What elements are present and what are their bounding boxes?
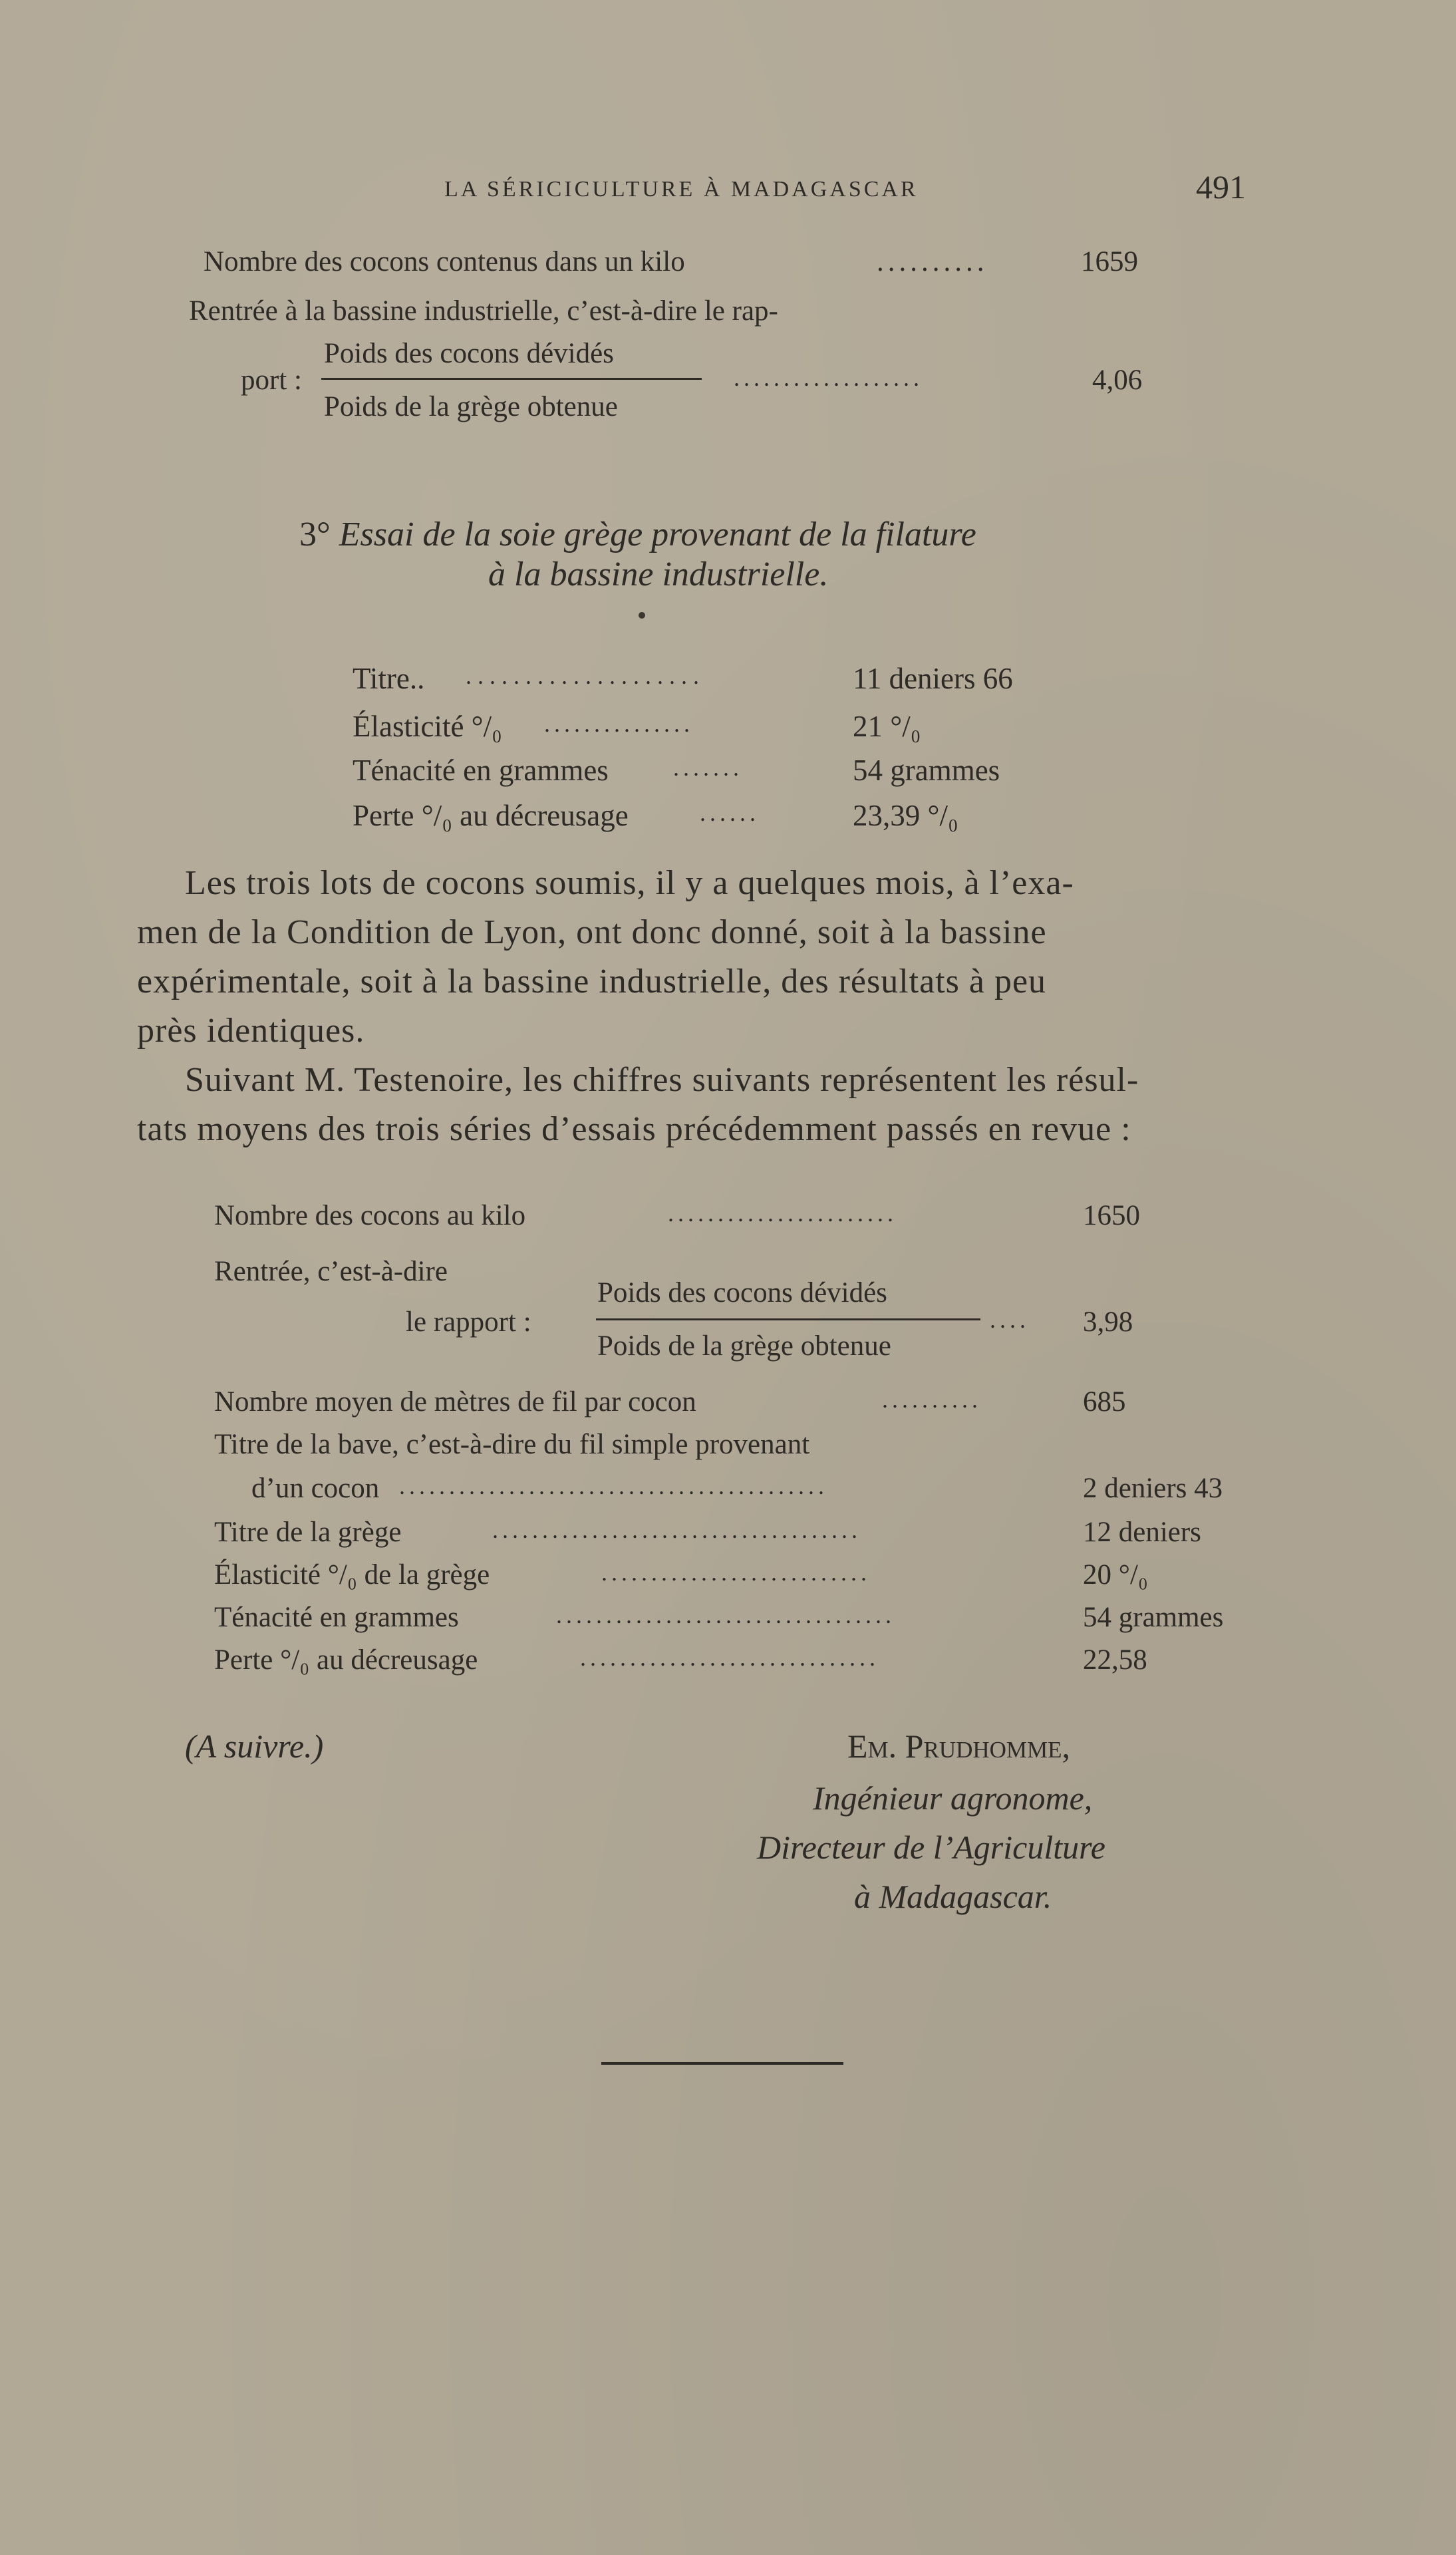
avg-bave-dots: ........................................... [399,1473,828,1499]
fraction-numerator: Poids des cocons dévidés [324,338,614,369]
rapport-prefix: port : [241,365,302,396]
cocons-kilo-dots: .......... [877,246,988,277]
avg-fraction-denominator: Poids de la grège obtenue [597,1330,891,1362]
fraction-denominator: Poids de la grège obtenue [324,391,618,422]
essay-perte-label: Perte °/₀ au décreusage [353,799,629,832]
avg-fraction-bar [596,1318,980,1320]
avg-grege-dots: ..................................... [492,1517,861,1543]
avg-rentree-value: 3,98 [1083,1306,1133,1338]
avg-nombre-dots: ....................... [668,1200,897,1227]
avg-tenacite-value: 54 grammes [1083,1602,1224,1633]
paragraph-1-line-2: men de la Condition de Lyon, ont donc donné, soit à la bassine [137,913,1047,951]
running-title: LA SÉRICICULTURE À MADAGASCAR [444,177,919,202]
avg-rentree-line1: Rentrée, c’est-à-dire [214,1256,448,1287]
essay-elasticite-value: 21 °/₀ [853,710,921,743]
essay-perte-dots: ...... [700,800,760,826]
avg-fraction-numerator: Poids des cocons dévidés [597,1277,887,1308]
avg-tenacite-dots: .................................. [556,1602,895,1628]
essay-titre-label: Titre.. [353,662,425,695]
paragraph-1-line-1: Les trois lots de cocons soumis, il y a quelques mois, à l’exa- [185,864,1074,902]
avg-perte-label: Perte °/₀ au décreusage [214,1644,478,1676]
avg-elasticite-value: 20 °/₀ [1083,1559,1148,1590]
avg-nombre-label: Nombre des cocons au kilo [214,1200,526,1231]
essay-titre-dots: . . . . . . . . . . . . . . . . . . . . [466,663,699,689]
avg-perte-dots: .............................. [580,1644,879,1671]
paragraph-1-line-3: expérimentale, soit à la bassine industrielle, des résultats à peu [137,963,1047,1000]
author-role-2: Directeur de l’Agriculture [757,1829,1105,1866]
author-role-3: à Madagascar. [854,1878,1052,1915]
end-rule [601,2062,843,2065]
avg-tenacite-label: Ténacité en grammes [214,1602,459,1633]
avg-elasticite-dots: ........................... [601,1559,871,1586]
cocons-kilo-label: Nombre des cocons contenus dans un kilo [204,246,685,277]
section-3-title-line1 [299,518,976,552]
avg-elasticite-label: Élasticité °/₀ de la grège [214,1559,490,1590]
avg-nombre-value: 1650 [1083,1200,1140,1231]
paragraph-1-line-4: près identiques. [137,1012,365,1050]
essay-perte-value: 23,39 °/₀ [853,799,958,832]
author-name: Em. Prudhomme, [847,1728,1071,1765]
essay-tenacite-value: 54 grammes [853,754,1000,787]
essay-titre-value: 11 deniers 66 [853,662,1013,695]
avg-metres-value: 685 [1083,1386,1126,1418]
essay-elasticite-label: Élasticité °/₀ [353,710,502,743]
avg-metres-label: Nombre moyen de mètres de fil par cocon [214,1386,696,1418]
rentree-line: Rentrée à la bassine industrielle, c’est-à-dire le rap- [189,295,778,327]
avg-bave-value: 2 deniers 43 [1083,1473,1223,1504]
rapport-dots: ................... [734,365,923,391]
author-role-1: Ingénieur agronome, [813,1779,1093,1817]
avg-perte-value: 22,58 [1083,1644,1147,1676]
section-3-title: Essai de la soie grège provenant de la filature [339,516,976,553]
page-number: 491 [1196,168,1246,206]
essay-tenacite-label: Ténacité en grammes [353,754,609,787]
avg-rentree-dots: .... [990,1306,1030,1333]
avg-bave-line2: d’un cocon [251,1473,380,1504]
stray-mark [639,612,645,619]
rapport-value: 4,06 [1092,365,1143,396]
avg-rentree-line2: le rapport : [406,1306,531,1338]
avg-grege-value: 12 deniers [1083,1517,1201,1548]
paragraph-2-line-2: tats moyens des trois séries d’essais précédemment passés en revue : [137,1110,1131,1148]
avg-metres-dots: .......... [882,1386,982,1413]
avg-grege-label: Titre de la grège [214,1517,402,1548]
paragraph-2-line-1: Suivant M. Testenoire, les chiffres suivants représentent les résul- [185,1061,1139,1099]
a-suivre: (A suivre.) [185,1728,324,1765]
section-3-number: 3° [299,516,331,553]
cocons-kilo-value: 1659 [1081,246,1138,277]
essay-elasticite-dots: ............... [544,710,694,737]
avg-bave-line1: Titre de la bave, c’est-à-dire du fil simple provenant [214,1429,810,1460]
section-3-title-line2: à la bassine industrielle. [488,555,829,593]
essay-tenacite-dots: ....... [673,754,743,781]
fraction-bar [321,378,702,380]
